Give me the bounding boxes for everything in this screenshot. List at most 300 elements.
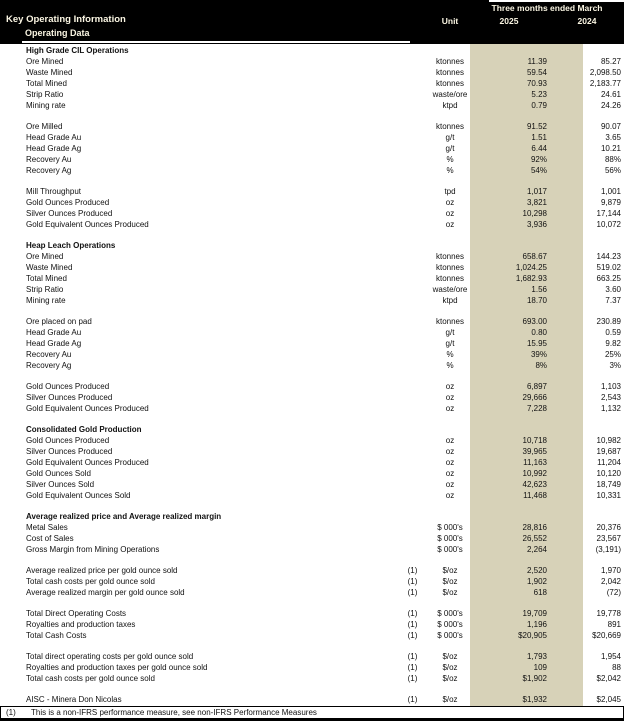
row-unit — [430, 45, 470, 56]
value-2024 — [583, 424, 624, 435]
row-label: AISC - Minera Don Nicolas — [26, 695, 122, 704]
row-footnote-marker — [395, 240, 430, 251]
section-title: Average realized price and Average realized margin — [26, 512, 222, 521]
row-label: Head Grade Au — [26, 328, 82, 337]
value-2024: 10,982 — [596, 436, 621, 445]
row-unit: oz — [445, 436, 455, 445]
table-row — [0, 403, 624, 414]
header-top-rule — [489, 0, 624, 2]
row-label: Gold Equivalent Ounces Produced — [26, 220, 149, 229]
row-unit: oz — [445, 404, 455, 413]
row-unit: $ 000's — [437, 609, 463, 618]
spacer-row — [0, 641, 624, 651]
spacer-row — [0, 501, 624, 511]
row-footnote-marker — [395, 154, 430, 165]
unit-column-header: Unit — [441, 16, 459, 26]
row-unit: tpd — [444, 187, 456, 196]
spacer-row — [0, 598, 624, 608]
row-unit: % — [446, 166, 454, 175]
row-unit: oz — [445, 469, 455, 478]
value-2024: 90.07 — [600, 122, 621, 131]
row-label: Waste Mined — [26, 68, 73, 77]
row-unit: ktonnes — [435, 274, 465, 283]
row-unit: ktonnes — [435, 122, 465, 131]
value-2025: 1,902 — [526, 577, 547, 586]
column-header-2024: 2024 — [577, 16, 597, 26]
row-label: Ore placed on pad — [26, 317, 92, 326]
table-row — [0, 673, 624, 684]
value-2024: 663.25 — [596, 274, 621, 283]
row-label: Recovery Ag — [26, 361, 72, 370]
value-2024: 88 — [612, 663, 621, 672]
row-unit: waste/ore — [432, 285, 468, 294]
value-2024: 24.61 — [600, 90, 621, 99]
row-label: Average realized price per gold ounce sold — [26, 566, 178, 575]
value-2024: 10,120 — [596, 469, 621, 478]
spacer-row — [0, 111, 624, 121]
table-row — [0, 121, 624, 132]
value-2024: $2,045 — [596, 695, 621, 704]
row-footnote-marker — [395, 121, 430, 132]
value-2025: 92% — [530, 155, 547, 164]
row-unit: $ 000's — [437, 523, 463, 532]
row-label: Total Mined — [26, 274, 67, 283]
row-unit: oz — [445, 209, 455, 218]
row-label: Silver Ounces Produced — [26, 393, 113, 402]
row-footnote-marker — [395, 45, 430, 56]
row-unit: $/oz — [442, 663, 458, 672]
row-footnote-marker — [395, 424, 430, 435]
value-2025: 59.54 — [526, 68, 547, 77]
value-2025: 1,017 — [526, 187, 547, 196]
period-label: Three months ended March — [491, 3, 603, 13]
value-2025: 0.80 — [531, 328, 547, 337]
value-2025: 6,897 — [526, 382, 547, 391]
row-unit: $ 000's — [437, 534, 463, 543]
table-row — [0, 154, 624, 165]
section-title: Heap Leach Operations — [26, 241, 116, 250]
row-label: Royalties and production taxes — [26, 620, 136, 629]
row-unit: oz — [445, 393, 455, 402]
row-footnote-marker — [395, 89, 430, 100]
row-label: Head Grade Ag — [26, 144, 82, 153]
value-2024: 1,001 — [600, 187, 621, 196]
row-label: Total Mined — [26, 79, 67, 88]
row-unit: % — [446, 350, 454, 359]
row-unit: $/oz — [442, 588, 458, 597]
row-label: Silver Ounces Produced — [26, 209, 113, 218]
value-2025: 39% — [530, 350, 547, 359]
table-row — [0, 630, 624, 641]
table-row — [0, 78, 624, 89]
table-row — [0, 284, 624, 295]
footnote-row — [0, 707, 624, 718]
value-2025: 693.00 — [522, 317, 547, 326]
table-row — [0, 219, 624, 230]
row-unit: ktpd — [442, 296, 458, 305]
value-2025: 10,298 — [522, 209, 547, 218]
row-footnote-marker: (1) — [407, 566, 418, 575]
section-header-row — [0, 240, 624, 251]
table-row — [0, 587, 624, 598]
row-label: Gold Equivalent Ounces Sold — [26, 491, 131, 500]
value-2024: 25% — [604, 350, 621, 359]
column-header-2025: 2025 — [499, 16, 519, 26]
spacer-row — [0, 176, 624, 186]
row-label: Head Grade Au — [26, 133, 82, 142]
row-unit: $/oz — [442, 566, 458, 575]
row-footnote-marker — [395, 435, 430, 446]
row-label: Total Direct Operating Costs — [26, 609, 127, 618]
value-2025: 1.51 — [531, 133, 547, 142]
row-unit: waste/ore — [432, 90, 468, 99]
row-unit: ktpd — [442, 101, 458, 110]
value-2024: 2,543 — [600, 393, 621, 402]
table-row — [0, 273, 624, 284]
table-row — [0, 208, 624, 219]
row-unit: g/t — [445, 133, 455, 142]
row-unit: oz — [445, 198, 455, 207]
row-label: Royalties and production taxes per gold ounce sold — [26, 663, 208, 672]
value-2025: 8% — [535, 361, 547, 370]
table-row — [0, 522, 624, 533]
table-row — [0, 576, 624, 587]
section-title: Consolidated Gold Production — [26, 425, 142, 434]
value-2024: 1,970 — [600, 566, 621, 575]
value-2025: 29,666 — [522, 393, 547, 402]
row-unit: ktonnes — [435, 79, 465, 88]
value-2025: 19,709 — [522, 609, 547, 618]
value-2024: 23,567 — [596, 534, 621, 543]
value-2025: 1,682.93 — [515, 274, 547, 283]
value-2024: 3.60 — [605, 285, 621, 294]
spacer-row — [0, 684, 624, 694]
row-label: Gold Ounces Produced — [26, 198, 110, 207]
row-unit — [430, 240, 470, 251]
value-2024: 88% — [604, 155, 621, 164]
table-body — [0, 45, 624, 705]
row-label: Mining rate — [26, 101, 66, 110]
row-footnote-marker — [395, 316, 430, 327]
table-row — [0, 360, 624, 371]
value-2025: 3,936 — [526, 220, 547, 229]
row-footnote-marker: (1) — [407, 620, 418, 629]
row-unit: $/oz — [442, 695, 458, 704]
value-2025: 28,816 — [522, 523, 547, 532]
row-unit: % — [446, 155, 454, 164]
table-row — [0, 446, 624, 457]
value-2024: $20,669 — [592, 631, 621, 640]
row-footnote-marker — [395, 381, 430, 392]
row-label: Total direct operating costs per gold ounce sold — [26, 652, 194, 661]
table-row — [0, 327, 624, 338]
table-row — [0, 544, 624, 555]
row-footnote-marker — [395, 197, 430, 208]
table-row — [0, 89, 624, 100]
section-header-row — [0, 45, 624, 56]
value-2024: (3,191) — [595, 545, 621, 554]
row-footnote-marker: (1) — [407, 588, 418, 597]
row-label: Head Grade Ag — [26, 339, 82, 348]
section-title: High Grade CIL Operations — [26, 46, 129, 55]
value-2024: 3% — [609, 361, 621, 370]
row-unit: oz — [445, 491, 455, 500]
table-row — [0, 143, 624, 154]
value-2024 — [583, 240, 624, 251]
footnote-text: This is a non-IFRS performance measure, see non-IFRS Performance Measures — [31, 708, 317, 717]
row-footnote-marker — [395, 143, 430, 154]
value-2024: 144.23 — [596, 252, 621, 261]
row-label: Mining rate — [26, 296, 66, 305]
value-2025 — [470, 424, 583, 435]
row-label: Gross Margin from Mining Operations — [26, 545, 160, 554]
row-footnote-marker — [395, 533, 430, 544]
table-row — [0, 619, 624, 630]
value-2025: $1,932 — [522, 695, 547, 704]
row-label: Silver Ounces Sold — [26, 480, 95, 489]
value-2024: 19,687 — [596, 447, 621, 456]
row-unit: ktonnes — [435, 252, 465, 261]
spacer-row — [0, 230, 624, 240]
row-footnote-marker — [395, 251, 430, 262]
row-footnote-marker — [395, 403, 430, 414]
row-unit — [430, 424, 470, 435]
row-label: Strip Ratio — [26, 285, 64, 294]
value-2024: 85.27 — [600, 57, 621, 66]
value-2025: 6.44 — [531, 144, 547, 153]
row-footnote-marker — [395, 56, 430, 67]
row-footnote-marker — [395, 349, 430, 360]
value-2025: 91.52 — [526, 122, 547, 131]
value-2025: 3,821 — [526, 198, 547, 207]
table-row — [0, 651, 624, 662]
row-label: Total Cash Costs — [26, 631, 87, 640]
row-label: Total cash costs per gold ounce sold — [26, 577, 155, 586]
table-row — [0, 316, 624, 327]
row-label: Total cash costs per gold ounce sold — [26, 674, 155, 683]
value-2024: 10,072 — [596, 220, 621, 229]
table-row — [0, 262, 624, 273]
table-row — [0, 694, 624, 705]
row-label: Strip Ratio — [26, 90, 64, 99]
value-2025: 7,228 — [526, 404, 547, 413]
value-2024: 891 — [607, 620, 621, 629]
value-2025: 11.39 — [527, 57, 547, 66]
value-2025: 1,196 — [526, 620, 547, 629]
value-2025: 54% — [530, 166, 547, 175]
row-label: Ore Milled — [26, 122, 63, 131]
value-2025: 26,552 — [522, 534, 547, 543]
value-2025: 11,163 — [523, 458, 547, 467]
row-label: Ore Mined — [26, 252, 64, 261]
value-2024: 2,183.77 — [589, 79, 621, 88]
value-2025: 658.67 — [522, 252, 547, 261]
value-2024: 17,144 — [596, 209, 621, 218]
value-2024: 9,879 — [600, 198, 621, 207]
row-footnote-marker — [395, 522, 430, 533]
value-2024: 1,954 — [600, 652, 621, 661]
row-unit: $/oz — [442, 674, 458, 683]
spacer-row — [0, 306, 624, 316]
value-2024: 10.21 — [600, 144, 621, 153]
row-unit: oz — [445, 220, 455, 229]
value-2024: 3.65 — [605, 133, 621, 142]
row-footnote-marker — [395, 186, 430, 197]
table-row — [0, 490, 624, 501]
value-2025 — [470, 240, 583, 251]
value-2025: $1,902 — [522, 674, 547, 683]
row-label: Mill Throughput — [26, 187, 81, 196]
value-2024: 10,331 — [596, 491, 621, 500]
value-2025: 11,468 — [523, 491, 547, 500]
row-footnote-marker — [395, 468, 430, 479]
row-label: Ore Mined — [26, 57, 64, 66]
table-row — [0, 56, 624, 67]
value-2025: 109 — [533, 663, 547, 672]
row-footnote-marker: (1) — [407, 577, 418, 586]
row-footnote-marker — [395, 78, 430, 89]
row-unit: $ 000's — [437, 631, 463, 640]
section-header-row — [0, 424, 624, 435]
table-row — [0, 349, 624, 360]
report-header — [0, 0, 624, 44]
value-2024: 0.59 — [605, 328, 621, 337]
row-footnote-marker — [395, 100, 430, 111]
row-unit: ktonnes — [435, 68, 465, 77]
row-footnote-marker — [395, 132, 430, 143]
value-2025 — [470, 511, 583, 522]
row-unit: $ 000's — [437, 545, 463, 554]
row-unit: ktonnes — [435, 57, 465, 66]
row-footnote-marker — [395, 338, 430, 349]
section-header-row — [0, 511, 624, 522]
row-footnote-marker — [395, 295, 430, 306]
row-label: Gold Equivalent Ounces Produced — [26, 404, 149, 413]
row-footnote-marker — [395, 360, 430, 371]
row-footnote-marker — [395, 327, 430, 338]
value-2024: 7.37 — [605, 296, 621, 305]
value-2025: 10,718 — [522, 436, 547, 445]
row-footnote-marker: (1) — [407, 674, 418, 683]
value-2024: 18,749 — [596, 480, 621, 489]
row-label: Gold Ounces Produced — [26, 382, 110, 391]
row-footnote-marker — [395, 165, 430, 176]
row-footnote-marker — [395, 392, 430, 403]
row-footnote-marker — [395, 544, 430, 555]
value-2025: 1,793 — [526, 652, 547, 661]
spacer-row — [0, 555, 624, 565]
row-footnote-marker — [395, 479, 430, 490]
row-footnote-marker: (1) — [407, 663, 418, 672]
value-2025: 1.56 — [531, 285, 547, 294]
table-row — [0, 132, 624, 143]
value-2024: 230.89 — [596, 317, 621, 326]
report-subtitle: Operating Data — [25, 28, 90, 38]
row-label: Recovery Ag — [26, 166, 72, 175]
table-row — [0, 186, 624, 197]
value-2024: (72) — [606, 588, 621, 597]
table-row — [0, 435, 624, 446]
value-2024: 1,132 — [600, 404, 621, 413]
row-unit — [430, 511, 470, 522]
row-unit: ktonnes — [435, 317, 465, 326]
table-row — [0, 392, 624, 403]
row-footnote-marker — [395, 273, 430, 284]
value-2025: 15.95 — [526, 339, 547, 348]
row-footnote-marker: (1) — [407, 652, 418, 661]
value-2025: 10,992 — [522, 469, 547, 478]
value-2025: 70.93 — [526, 79, 547, 88]
row-footnote-marker — [395, 208, 430, 219]
row-unit: $/oz — [442, 577, 458, 586]
value-2025: 618 — [533, 588, 547, 597]
value-2024: 19,778 — [596, 609, 621, 618]
value-2025: 0.79 — [531, 101, 547, 110]
row-unit: $ 000's — [437, 620, 463, 629]
row-footnote-marker — [395, 511, 430, 522]
table-row — [0, 67, 624, 78]
table-row — [0, 197, 624, 208]
table-row — [0, 165, 624, 176]
value-2025: 42,623 — [522, 480, 547, 489]
value-2025: 2,264 — [526, 545, 547, 554]
value-2025: 5.23 — [531, 90, 547, 99]
table-row — [0, 457, 624, 468]
row-footnote-marker — [395, 284, 430, 295]
row-unit: $/oz — [442, 652, 458, 661]
table-row — [0, 100, 624, 111]
row-unit: oz — [445, 382, 455, 391]
row-footnote-marker — [395, 219, 430, 230]
value-2025 — [470, 45, 583, 56]
value-2024: 24.26 — [600, 101, 621, 110]
row-footnote-marker: (1) — [407, 609, 418, 618]
table-row — [0, 662, 624, 673]
row-label: Silver Ounces Produced — [26, 447, 113, 456]
table-row — [0, 295, 624, 306]
spacer-row — [0, 414, 624, 424]
value-2024: 2,042 — [600, 577, 621, 586]
row-unit: g/t — [445, 339, 455, 348]
value-2024: 56% — [604, 166, 621, 175]
table-row — [0, 468, 624, 479]
table-row — [0, 251, 624, 262]
value-2025: 39,965 — [522, 447, 547, 456]
table-row — [0, 381, 624, 392]
row-unit: ktonnes — [435, 263, 465, 272]
row-label: Metal Sales — [26, 523, 68, 532]
row-unit: oz — [445, 480, 455, 489]
value-2024: 519.02 — [596, 263, 621, 272]
row-unit: oz — [445, 458, 455, 467]
row-label: Waste Mined — [26, 263, 73, 272]
value-2024: 1,103 — [600, 382, 621, 391]
row-footnote-marker — [395, 67, 430, 78]
value-2024: $2,042 — [596, 674, 621, 683]
row-label: Recovery Au — [26, 155, 72, 164]
row-label: Gold Ounces Sold — [26, 469, 91, 478]
value-2025: 1,024.25 — [515, 263, 547, 272]
row-label: Recovery Au — [26, 350, 72, 359]
report-title: Key Operating Information — [6, 14, 126, 25]
row-footnote-marker — [395, 490, 430, 501]
value-2024: 9.82 — [605, 339, 621, 348]
footnote-marker: (1) — [6, 708, 16, 717]
table-row — [0, 565, 624, 576]
row-unit: % — [446, 361, 454, 370]
value-2025: $20,905 — [518, 631, 547, 640]
value-2024 — [583, 45, 624, 56]
